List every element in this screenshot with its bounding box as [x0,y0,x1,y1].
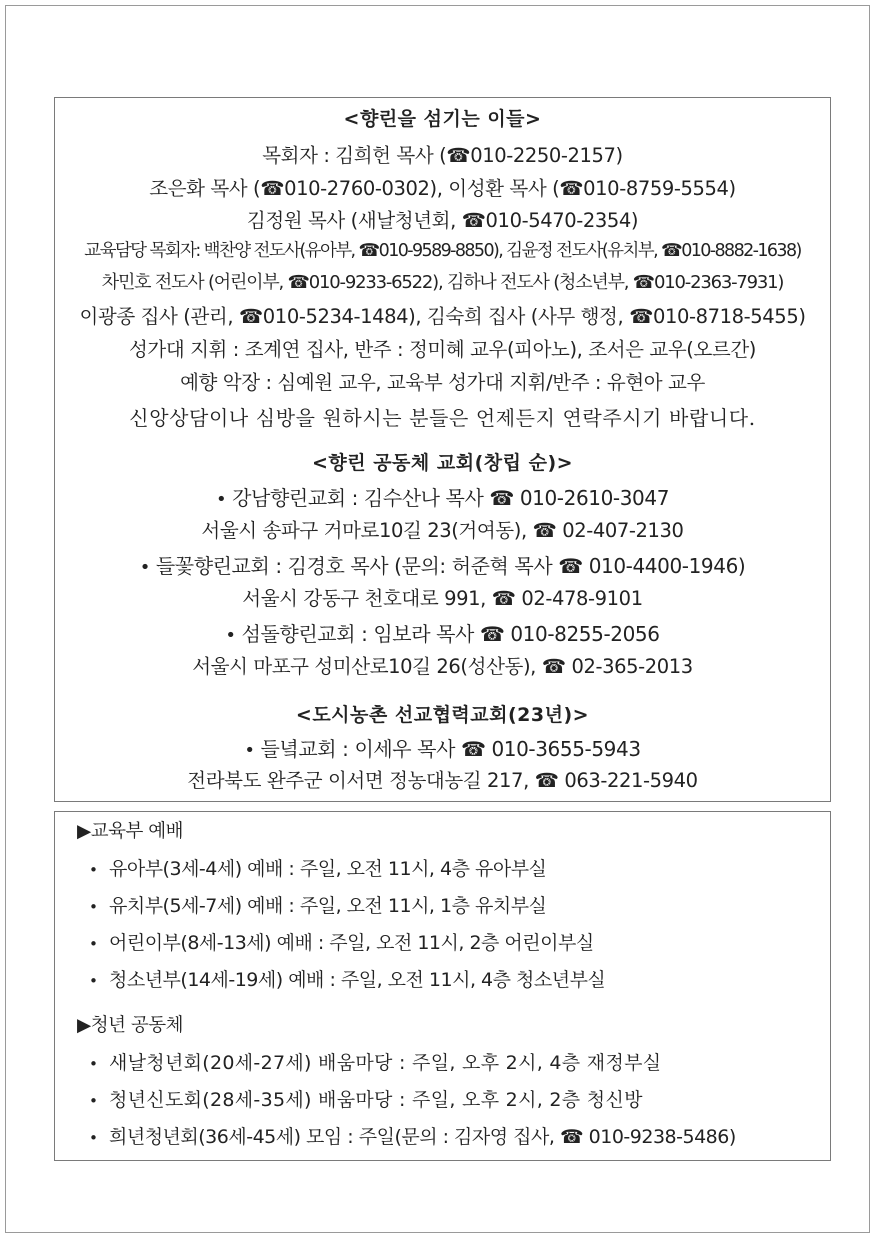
church-deulkkot-contact [55,551,830,583]
church-seomdol-address: 서울시 마포구 성미산로10길 26(성산동), ☎ 02-365-2013 [192,655,693,678]
church-contact: : 임보라 목사 ☎ 010-8255-2056 [355,622,660,646]
bullet-icon: • [89,1092,99,1110]
bullet-icon: • [89,935,98,953]
mission-heading: <도시농촌 선교협력교회(23년)> [295,704,590,726]
church-name: 들녘교회 [260,737,337,761]
list-item-text: 희년청년회(36세-45세) 모임 : 주일(문의 : 김자영 집사, ☎ 010-9238-5486) [109,1126,736,1148]
bullet-icon: • [89,1055,99,1073]
counseling-notice: 신앙상담이나 심방을 원하시는 분들은 언제든지 연락주시기 바랍니다. [129,406,756,430]
church-seomdol-contact [55,619,830,651]
list-item [89,1085,643,1116]
church-name: 섬돌향린교회 [241,622,356,646]
church-gangnam-contact [55,483,830,515]
section-title-text: 교육부 예배 [90,821,183,842]
bullet-icon: • [89,898,98,916]
list-item-text: 유치부(5세-7세) 예배 : 주일, 오전 11시, 1층 유치부실 [109,895,547,917]
education-section-title [77,817,183,847]
servants-heading: <향린을 섬기는 이들> [343,108,542,130]
list-item [89,965,605,996]
pastor-line: 목회자 : 김희헌 목사 (☎010-2250-2157) [262,144,623,167]
church-contact: : 김수산나 목사 ☎ 010-2610-3047 [345,486,670,510]
bullet-icon: • [89,1129,98,1147]
church-deulkkot-address: 서울시 강동구 천호대로 991, ☎ 02-478-9101 [242,587,643,610]
church-info-box [54,97,831,802]
staff-line: 이광종 집사 (관리, ☎010-5234-1484), 김숙희 집사 (사무 행정, ☎010-8718-5455) [79,305,806,328]
church-deulnyeok-address: 전라북도 완주군 이서면 정농대농길 217, ☎ 063-221-5940 [187,769,698,792]
list-item-text: 청년신도회(28세-35세) 배움마당 : 주일, 오후 2시, 2층 청신방 [109,1089,643,1111]
church-gangnam-address: 서울시 송파구 거마로10길 23(거여동), ☎ 02-407-2130 [201,519,684,542]
community-heading: <향린 공동체 교회(창립 순)> [311,452,574,474]
choir-line: 성가대 지휘 : 조계연 집사, 반주 : 정미혜 교우(피아노), 조서은 교우(오르간) [129,338,756,361]
bullet-icon: • [215,489,227,510]
list-item-text: 어린이부(8세-13세) 예배 : 주일, 오전 11시, 2층 어린이부실 [109,932,594,954]
church-deulnyeok-contact [55,734,830,766]
list-item-text: 새날청년회(20세-27세) 배움마당 : 주일, 오후 2시, 4층 재정부실 [109,1052,662,1074]
bullet-icon: • [89,972,98,990]
youth-section-title [77,1011,183,1041]
church-contact: : 김경호 목사 (문의: 허준혁 목사 ☎ 010-4400-1946) [269,554,746,578]
list-item-text: 유아부(3세-4세) 예배 : 주일, 오전 11시, 4층 유아부실 [109,858,547,880]
education-pastors-line: 교육담당 목회자: 백찬양 전도사(유아부, ☎010-9589-8850), 김윤정 전도사(유치부, ☎010-8882-1638) [84,241,801,261]
pastors-line: 조은화 목사 (☎010-2760-0302), 이성환 목사 (☎010-8759-5554) [149,177,736,200]
bullet-icon: • [225,625,236,646]
triangle-icon: ▶ [77,821,91,842]
list-item [89,928,594,959]
section-title-text: 청년 공동체 [90,1015,183,1036]
bullet-icon: • [89,861,98,879]
worship-schedule-box [54,811,831,1161]
evangelists-line: 차민호 전도사 (어린이부, ☎010-9233-6522), 김하나 전도사 (청소년부, ☎010-2363-7931) [101,272,784,293]
triangle-icon: ▶ [77,1015,91,1036]
bullet-icon: • [244,740,255,761]
bullet-icon: • [139,557,150,578]
church-contact: : 이세우 목사 ☎ 010-3655-5943 [336,737,641,761]
music-line: 예향 악장 : 심예원 교우, 교육부 성가대 지휘/반주 : 유현아 교우 [180,371,705,394]
list-item [89,1048,661,1079]
church-name: 강남향린교회 [232,486,346,510]
youth-pastor-line: 김정원 목사 (새날청년회, ☎010-5470-2354) [246,209,639,232]
list-item [89,854,546,885]
list-item [89,891,546,922]
church-name: 들꽃향린교회 [155,554,270,578]
list-item [89,1122,736,1153]
list-item-text: 청소년부(14세-19세) 예배 : 주일, 오전 11시, 4층 청소년부실 [109,969,606,991]
